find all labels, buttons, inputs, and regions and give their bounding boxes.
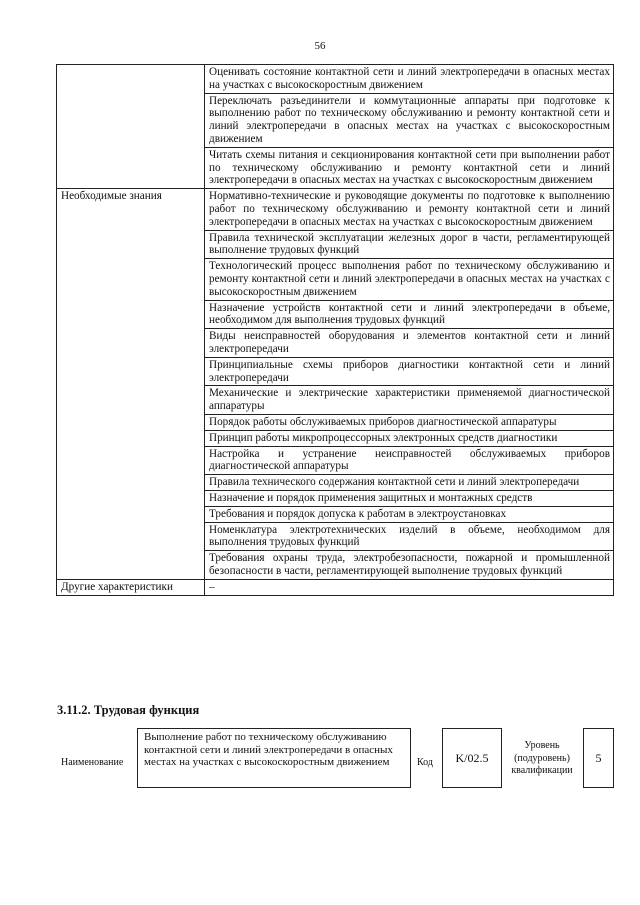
level-box: 5 [583,728,614,788]
table-cell: Переключать разъединители и коммутационные аппараты при подготовке к выполнению работ по техническому обслуживанию и ремонту контактной сети и линий электропередачи в опасных местах на участках с высокоскоростным движением [205,93,614,147]
skills-label-cell [57,65,205,189]
table-cell: Правила технической эксплуатации железных дорог в части, регламентирующей выполнение трудовых функций [205,230,614,259]
table-row [57,579,614,595]
table-cell: Механические и электрические характеристики применяемой диагностической аппаратуры [205,386,614,415]
table-cell: Назначение устройств контактной сети и линий электропередачи в объеме, необходимом для выполнения трудовых функций [205,300,614,329]
table-cell: Принципиальные схемы приборов диагностики контактной сети и линий электропередачи [205,357,614,386]
page-number: 56 [314,40,326,52]
table-cell: Настройка и устранение неисправностей обслуживаемых приборов диагностической аппаратуры [205,446,614,475]
table-cell: Порядок работы обслуживаемых приборов диагностической аппаратуры [205,414,614,430]
name-label: Наименование [61,757,124,768]
table-cell: Требования и порядок допуска к работам в электроустановках [205,506,614,522]
table-cell: Читать схемы питания и секционирования контактной сети при выполнении работ по техническому обслуживанию и ремонту контактной сети и линий электропередачи в опасных местах на участках с высокоскоростным движением [205,147,614,188]
function-name-box: Выполнение работ по техническому обслуживанию контактной сети и линий электропередачи в опасных местах на участках с высокоскоростным движением [137,728,411,788]
table-cell: Назначение и порядок применения защитных и монтажных средств [205,490,614,506]
code-box: K/02.5 [442,728,502,788]
section-heading: 3.11.2. Трудовая функция [57,703,200,717]
requirements-table [56,64,614,596]
code-label: Код [417,757,433,768]
other-value-cell: – [205,579,614,595]
table-cell: Виды неисправностей оборудования и элементов контактной сети и линий электропередачи [205,329,614,358]
table-cell: Принцип работы микропроцессорных электронных средств диагностики [205,430,614,446]
table-cell: Номенклатура электротехнических изделий в объеме, необходимом для выполнения трудовых функций [205,522,614,551]
other-label-cell: Другие характеристики [57,579,205,595]
knowledge-label-cell: Необходимые знания [57,189,205,580]
level-label: Уровень (подуровень) квалификации [511,740,573,776]
table-cell: Правила технического содержания контактной сети и линий электропередачи [205,475,614,491]
table-row [57,65,614,94]
table-cell: Нормативно-технические и руководящие документы по подготовке к выполнению работ по техническому обслуживанию и ремонту контактной сети и линий электропередачи в опасных местах на участках с высокоскоростным движением [205,189,614,230]
table-cell: Требования охраны труда, электробезопасности, пожарной и промышленной безопасности в части, регламентирующей выполнение трудовых функций [205,551,614,580]
table-row [57,189,614,230]
table-cell: Технологический процесс выполнения работ по техническому обслуживанию и ремонту контактной сети и линий электропередачи в опасных местах на участках с высокоскоростным движением [205,259,614,300]
table-cell: Оценивать состояние контактной сети и линий электропередачи в опасных местах на участках с высокоскоростным движением [205,65,614,94]
